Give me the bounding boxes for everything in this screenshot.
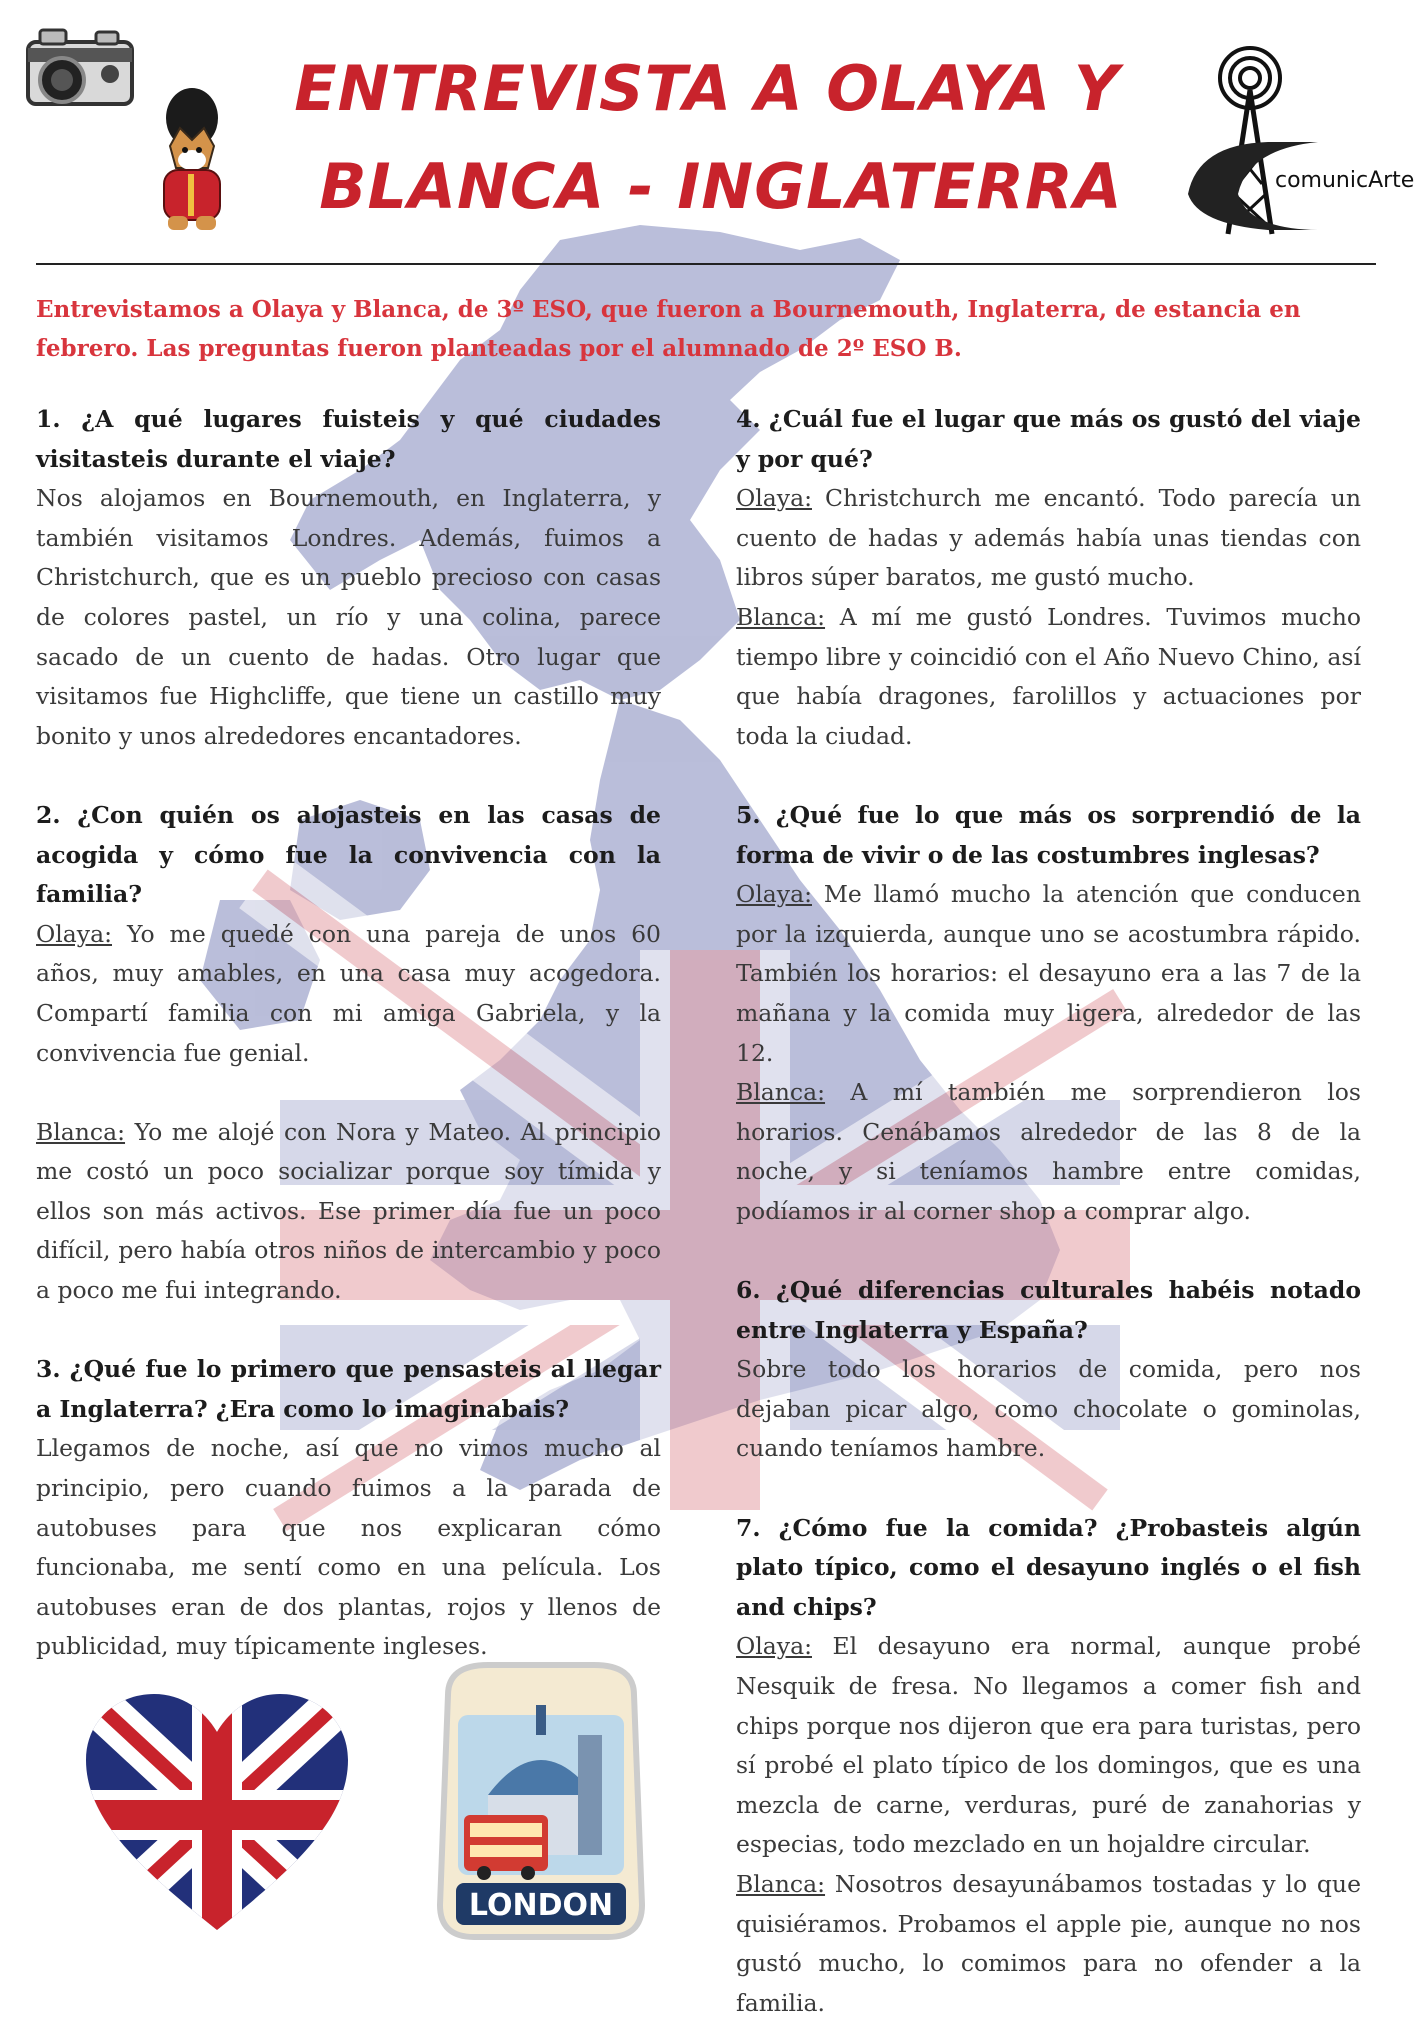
answer-4-olaya-text: Christchurch me encantó. Todo parecía un cuento de hadas y además había unas tiendas con libros súper baratos, me gustó mucho.: [736, 484, 1361, 592]
answer-2-blanca: [36, 1113, 661, 1311]
question-5: 5. ¿Qué fue lo que más os sorprendió de la forma de vivir o de las costumbres inglesas?: [736, 800, 1361, 869]
answer-7-blanca: [736, 1865, 1361, 2023]
answer-4-olaya: [736, 479, 1361, 598]
answer-5-blanca: [736, 1073, 1361, 1231]
right-column: [736, 400, 1361, 2023]
title-line-2: BLANCA - INGLATERRA: [319, 150, 1123, 223]
answer-7-blanca-text: Nosotros desayunábamos tostadas y lo que quisiéramos. Probamos el apple pie, aunque no nos gustó mucho, lo comimos para no ofender a la familia.: [736, 1869, 1361, 2017]
speaker-blanca: Blanca:: [36, 1117, 126, 1146]
answer-5-olaya-text: Me llamó mucho la atención que conducen por la izquierda, aunque uno se acostumbra rápido. También los horarios: el desayuno era a las 7 de la mañana y la comida muy ligera, alrededor de las 12.: [736, 880, 1361, 1067]
question-1: 1. ¿A qué lugares fuisteis y qué ciudades visitasteis durante el viaje?: [36, 405, 661, 473]
answer-2-blanca-text: Yo me alojé con Nora y Mateo. Al principio me costó un poco socializar porque soy tímida y ellos son más activos. Ese primer día fue un poco difícil, pero había otros niños de intercambio y poco a poco me fui integrando.: [36, 1117, 661, 1305]
question-7: 7. ¿Cómo fue la comida? ¿Probasteis algún plato típico, como el desayuno inglés o el fish and chips?: [736, 1513, 1361, 1621]
answer-1: Nos alojamos en Bournemouth, en Inglaterra, y también visitamos Londres. Además, fuimos a Christchurch, que es un pueblo precioso con casas de colores pastel, un río y una colina, parece sacado de un cuento de hadas. Otro lugar que visitamos fue Highcliffe, que tiene un castillo muy bonito y unos alrededores encantadores.: [36, 484, 661, 750]
answer-7-olaya-text: El desayuno era normal, aunque probé Nesquik de fresa. No llegamos a comer fish and chips porque nos dijeron que era para turistas, pero sí probé el plato típico de los domingos, que es una mezcla de carne, verduras, puré de zanahorias y especias, todo mezclado en un hojaldre circular.: [736, 1632, 1361, 1859]
speaker-blanca: Blanca:: [736, 602, 826, 631]
intro-text: Entrevistamos a Olaya y Blanca, de 3º ESO, que fueron a Bournemouth, Inglaterra, de estancia en febrero. Las preguntas fueron planteadas por el alumnado de 2º ESO B.: [36, 296, 1301, 362]
answer-5-blanca-text: A mí también me sorprendieron los horarios. Cenábamos alrededor de las 8 de la noche, y si teníamos hambre entre comidas, podíamos ir al corner shop a comprar algo.: [736, 1078, 1361, 1225]
question-6: 6. ¿Qué diferencias culturales habéis notado entre Inglaterra y España?: [736, 1276, 1361, 1344]
speaker-olaya: Olaya:: [736, 880, 812, 909]
left-column: [36, 400, 661, 1667]
speaker-olaya: Olaya:: [736, 1632, 812, 1661]
speaker-olaya: Olaya:: [36, 919, 112, 948]
answer-6: Sobre todo los horarios de comida, pero nos dejaban picar algo, como chocolate o gominolas, cuando teníamos hambre.: [736, 1355, 1361, 1463]
header-divider: [36, 263, 1376, 265]
speaker-blanca: Blanca:: [736, 1078, 826, 1107]
title-line-1: ENTREVISTA A OLAYA Y: [294, 52, 1120, 125]
answer-7-olaya: [736, 1627, 1361, 1865]
answer-5-olaya: [736, 875, 1361, 1073]
question-4: 4. ¿Cuál fue el lugar que más os gustó del viaje y por qué?: [736, 405, 1361, 473]
question-3: 3. ¿Qué fue lo primero que pensasteis al llegar a Inglaterra? ¿Era como lo imaginabais?: [36, 1355, 661, 1423]
answer-4-blanca-text: A mí me gustó Londres. Tuvimos mucho tiempo libre y coincidió con el Año Nuevo Chino, así que había dragones, farolillos y actuaciones por toda la ciudad.: [736, 602, 1361, 750]
union-jack-heart-icon: [82, 1690, 352, 1940]
london-badge-label: LONDON: [468, 1888, 614, 1923]
logo-text: comunicArte: [1275, 168, 1414, 193]
speaker-olaya: Olaya:: [736, 484, 812, 513]
answer-2-olaya: [36, 915, 661, 1073]
speaker-blanca: Blanca:: [736, 1869, 826, 1898]
question-2: 2. ¿Con quién os alojasteis en las casas de acogida y cómo fue la convivencia con la familia?: [36, 800, 661, 909]
answer-4-blanca: [736, 598, 1361, 756]
answer-2-olaya-text: Yo me quedé con una pareja de unos 60 años, muy amables, en una casa muy acogedora. Compartí familia con mi amiga Gabriela, y la convivencia fue genial.: [36, 919, 661, 1067]
answer-3: Llegamos de noche, así que no vimos mucho al principio, pero cuando fuimos a la parada de autobuses para que nos explicaran cómo funcionaba, me sentí como en una película. Los autobuses eran de dos plantas, rojos y llenos de publicidad, muy típicamente ingleses.: [36, 1434, 661, 1661]
